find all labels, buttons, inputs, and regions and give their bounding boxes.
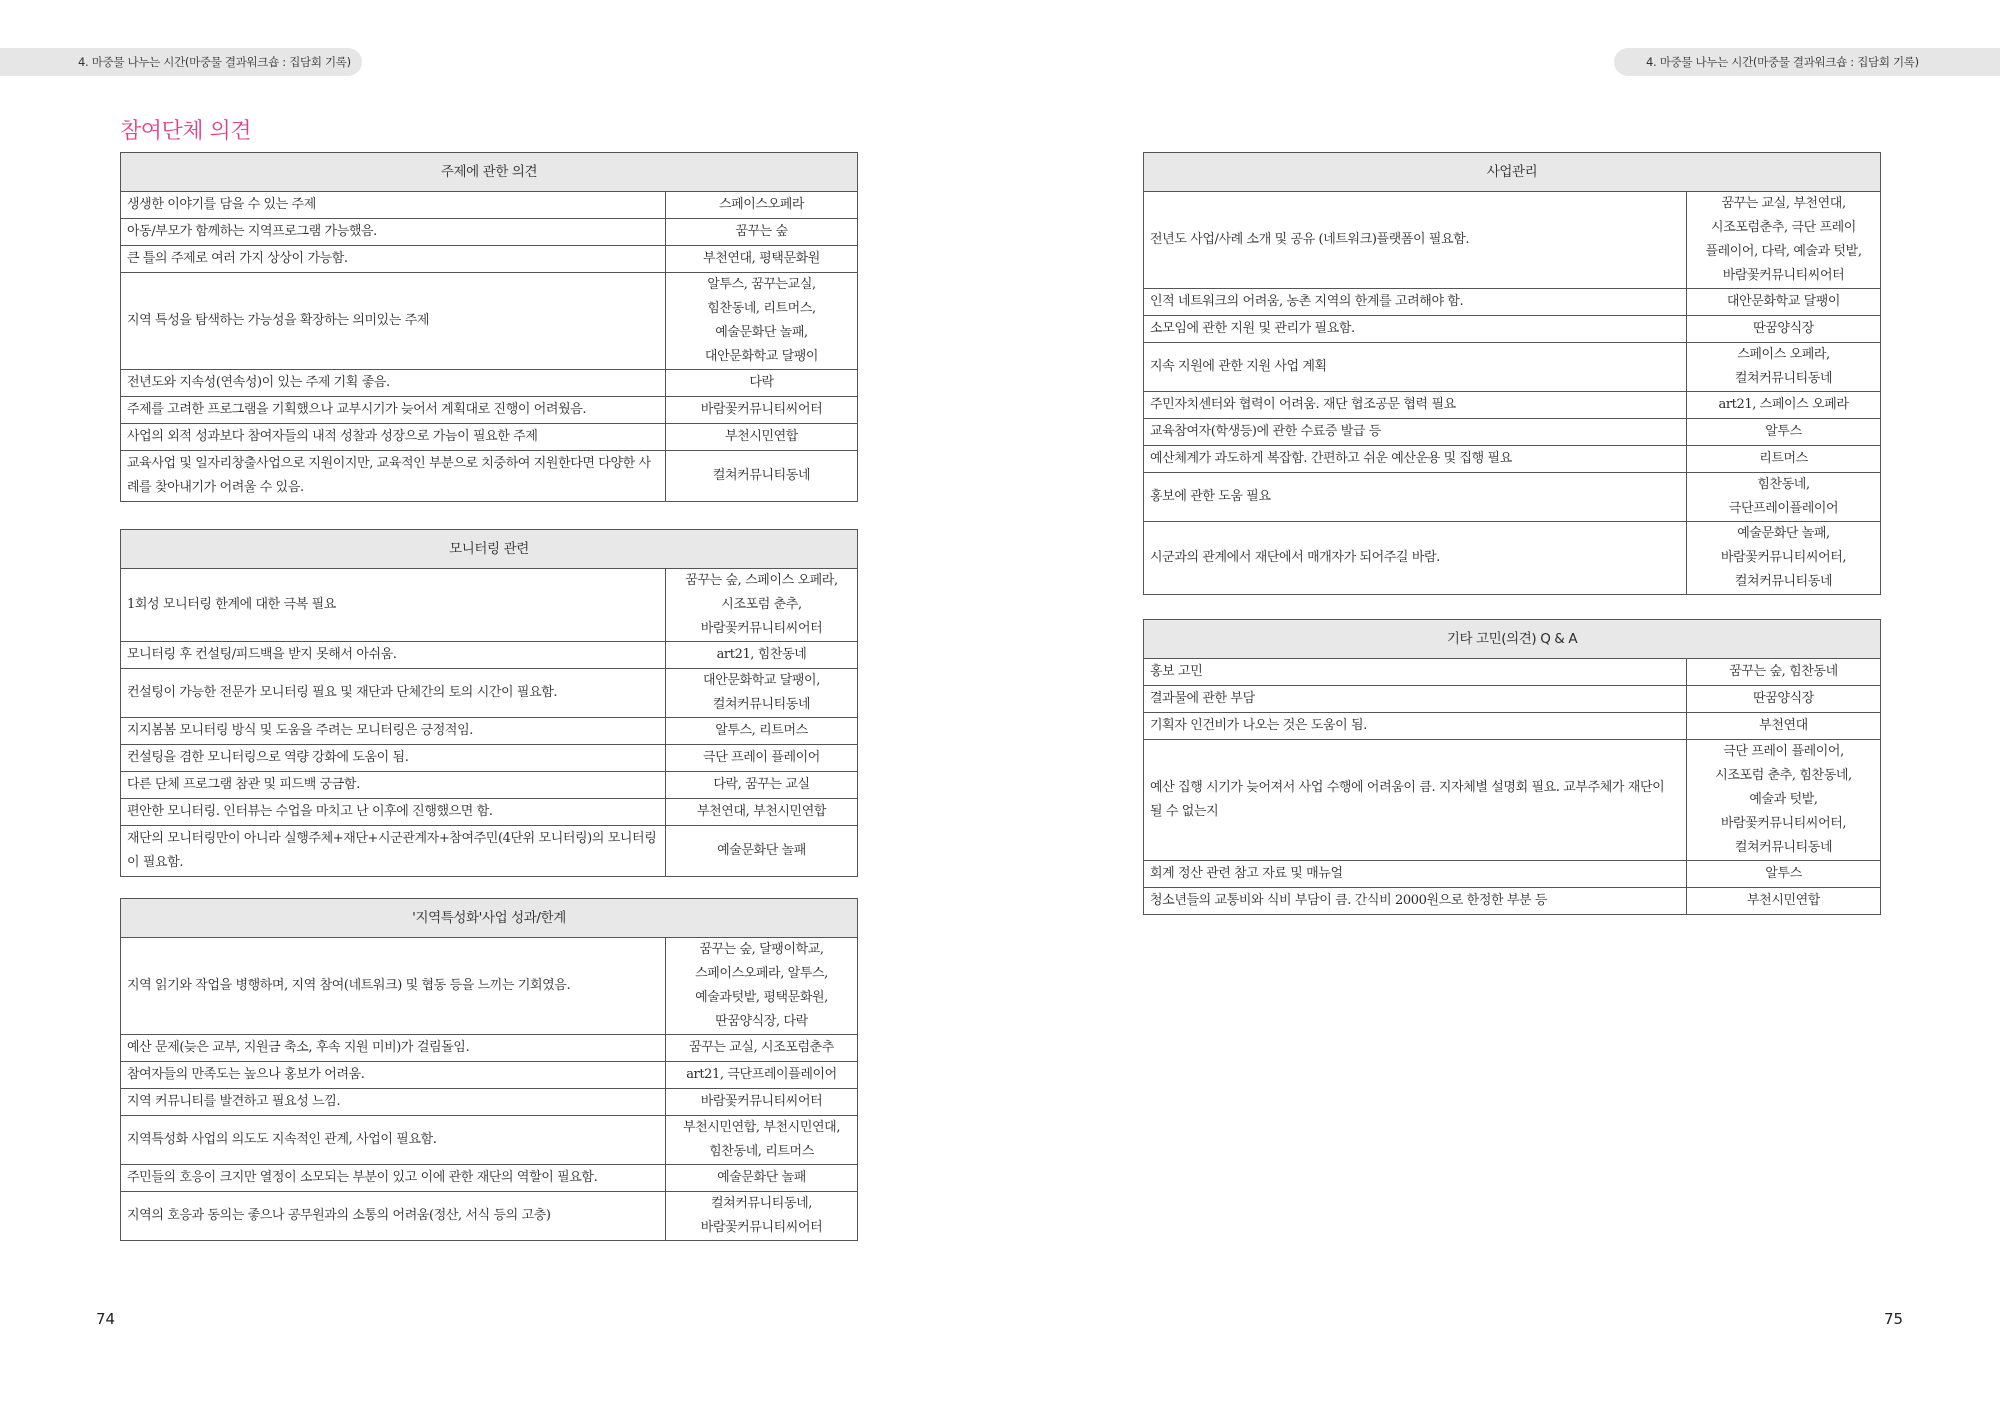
organization-cell: 꿈꾸는 교실, 부천연대, 시조포럼춘추, 극단 프레이 플레이어, 다락, 예술과 텃밭, 바람꽃커뮤니티씨어터: [1687, 192, 1881, 289]
opinion-cell: 생생한 이야기를 담을 수 있는 주제: [121, 192, 666, 219]
opinion-cell: 소모임에 관한 지원 및 관리가 필요함.: [1144, 316, 1687, 343]
table-row: [1144, 473, 1881, 522]
opinion-cell: 다른 단체 프로그램 참관 및 피드백 궁금함.: [121, 772, 666, 799]
organization-cell: art21, 극단프레이플레이어: [666, 1062, 858, 1089]
opinion-cell: 인적 네트워크의 어려움, 농촌 지역의 한계를 고려해야 함.: [1144, 289, 1687, 316]
organization-cell: 스페이스 오페라, 컬쳐커뮤니티동네: [1687, 343, 1881, 392]
table-row: [121, 1062, 858, 1089]
table-row: [121, 1165, 858, 1192]
organization-cell: art21, 힘찬동네: [666, 642, 858, 669]
table-row: [121, 397, 858, 424]
organization-cell: 꿈꾸는 숲: [666, 219, 858, 246]
organization-cell: 알투스: [1687, 419, 1881, 446]
opinion-cell: 사업의 외적 성과보다 참여자들의 내적 성찰과 성장으로 가늠이 필요한 주제: [121, 424, 666, 451]
opinion-cell: 교육참여자(학생등)에 관한 수료증 발급 등: [1144, 419, 1687, 446]
organization-cell: 부천연대, 부천시민연합: [666, 799, 858, 826]
opinion-cell: 예산 문제(늦은 교부, 지원금 축소, 후속 지원 미비)가 걸림돌임.: [121, 1035, 666, 1062]
organization-cell: 꿈꾸는 숲, 스페이스 오페라, 시조포럼 춘추, 바람꽃커뮤니티씨어터: [666, 569, 858, 642]
organization-cell: 예술문화단 놀패, 바람꽃커뮤니티씨어터, 컬쳐커뮤니티동네: [1687, 522, 1881, 595]
table-row: [121, 1035, 858, 1062]
organization-cell: 대안문화학교 달팽이: [1687, 289, 1881, 316]
opinion-cell: 회계 정산 관련 참고 자료 및 매뉴얼: [1144, 861, 1687, 888]
regional-outcomes-table: [120, 898, 858, 1241]
organization-cell: 극단 프레이 플레이어: [666, 745, 858, 772]
opinion-cell: 교육사업 및 일자리창출사업으로 지원이지만, 교육적인 부분으로 치중하여 지원한다면 다양한 사례를 찾아내기가 어려울 수 있음.: [121, 451, 666, 502]
organization-cell: art21, 스페이스 오페라: [1687, 392, 1881, 419]
opinion-cell: 주제를 고려한 프로그램을 기획했으나 교부시기가 늦어서 계획대로 진행이 어려웠음.: [121, 397, 666, 424]
opinion-cell: 지역특성화 사업의 의도도 지속적인 관계, 사업이 필요함.: [121, 1116, 666, 1165]
table-row: [121, 826, 858, 877]
organization-cell: 대안문화학교 달팽이, 컬쳐커뮤니티동네: [666, 669, 858, 718]
organization-cell: 딴꿈양식장: [1687, 316, 1881, 343]
table-row: [1144, 713, 1881, 740]
organization-cell: 꿈꾸는 숲, 달팽이학교, 스페이스오페라, 알투스, 예술과텃밭, 평택문화원, 딴꿈양식장, 다락: [666, 938, 858, 1035]
opinion-cell: 지지봄봄 모니터링 방식 및 도움을 주려는 모니터링은 긍정적임.: [121, 718, 666, 745]
opinion-cell: 지속 지원에 관한 지원 사업 계획: [1144, 343, 1687, 392]
opinion-cell: 지역 커뮤니티를 발견하고 필요성 느낌.: [121, 1089, 666, 1116]
opinion-cell: 시군과의 관계에서 재단에서 매개자가 되어주길 바람.: [1144, 522, 1687, 595]
organization-cell: 부천시민연합: [666, 424, 858, 451]
organization-cell: 부천시민연합: [1687, 888, 1881, 915]
organization-cell: 알투스: [1687, 861, 1881, 888]
organization-cell: 극단 프레이 플레이어, 시조포럼 춘추, 힘찬동네, 예술과 텃밭, 바람꽃커뮤니티씨어터, 컬쳐커뮤니티동네: [1687, 740, 1881, 861]
table-row: [121, 273, 858, 370]
table-row: [121, 1192, 858, 1241]
table-heading: 모니터링 관련: [121, 530, 858, 569]
organization-cell: 바람꽃커뮤니티씨어터: [666, 1089, 858, 1116]
table-row: [121, 642, 858, 669]
section-title: 참여단체 의견: [120, 119, 252, 144]
table-row: [121, 799, 858, 826]
organization-cell: 알투스, 리트머스: [666, 718, 858, 745]
table-row: [121, 370, 858, 397]
table-row: [1144, 861, 1881, 888]
table-heading: 기타 고민(의견) Q & A: [1144, 620, 1881, 659]
monitoring-table: [120, 529, 858, 877]
opinion-cell: 큰 틀의 주제로 여러 가지 상상이 가능함.: [121, 246, 666, 273]
table-row: [121, 718, 858, 745]
organization-cell: 꿈꾸는 교실, 시조포럼춘추: [666, 1035, 858, 1062]
table-row: [1144, 192, 1881, 289]
table-row: [121, 938, 858, 1035]
organization-cell: 딴꿈양식장: [1687, 686, 1881, 713]
table-heading: '지역특성화'사업 성과/한계: [121, 899, 858, 938]
opinion-cell: 컨설팅이 가능한 전문가 모니터링 필요 및 재단과 단체간의 토의 시간이 필요함.: [121, 669, 666, 718]
organization-cell: 꿈꾸는 숲, 힘찬동네: [1687, 659, 1881, 686]
table-row: [1144, 659, 1881, 686]
organization-cell: 바람꽃커뮤니티씨어터: [666, 397, 858, 424]
table-row: [121, 451, 858, 502]
organization-cell: 힘찬동네, 극단프레이플레이어: [1687, 473, 1881, 522]
table-row: [1144, 888, 1881, 915]
table-row: [121, 246, 858, 273]
table-row: [1144, 446, 1881, 473]
organization-cell: 리트머스: [1687, 446, 1881, 473]
opinion-cell: 재단의 모니터링만이 아니라 실행주체+재단+시군관계자+참여주민(4단위 모니터링)의 모니터링이 필요함.: [121, 826, 666, 877]
opinion-cell: 전년도 사업/사례 소개 및 공유 (네트워크)플랫폼이 필요함.: [1144, 192, 1687, 289]
organization-cell: 스페이스오페라: [666, 192, 858, 219]
table-row: [1144, 316, 1881, 343]
table-row: [1144, 419, 1881, 446]
organization-cell: 부천시민연합, 부천시민연대, 힘찬동네, 리트머스: [666, 1116, 858, 1165]
table-row: [121, 569, 858, 642]
opinion-cell: 전년도와 지속성(연속성)이 있는 주제 기획 좋음.: [121, 370, 666, 397]
opinion-cell: 주민자치센터와 협력이 어려움. 재단 협조공문 협력 필요: [1144, 392, 1687, 419]
topic-opinions-table: [120, 152, 858, 502]
table-row: [121, 669, 858, 718]
organization-cell: 다락, 꿈꾸는 교실: [666, 772, 858, 799]
opinion-cell: 1회성 모니터링 한계에 대한 극복 필요: [121, 569, 666, 642]
organization-cell: 부천연대: [1687, 713, 1881, 740]
opinion-cell: 결과물에 관한 부담: [1144, 686, 1687, 713]
table-row: [1144, 740, 1881, 861]
table-heading: 사업관리: [1144, 153, 1881, 192]
running-header-left: 4. 마중물 나누는 시간(마중물 결과워크숍 : 집담회 기록): [0, 48, 362, 76]
organization-cell: 예술문화단 놀패: [666, 1165, 858, 1192]
page-number-right: 75: [1884, 1310, 1904, 1328]
table-heading: 주제에 관한 의견: [121, 153, 858, 192]
opinion-cell: 지역 읽기와 작업을 병행하며, 지역 참여(네트워크) 및 협동 등을 느끼는 기회였음.: [121, 938, 666, 1035]
table-row: [121, 219, 858, 246]
organization-cell: 컬쳐커뮤니티동네, 바람꽃커뮤니티씨어터: [666, 1192, 858, 1241]
organization-cell: 컬쳐커뮤니티동네: [666, 451, 858, 502]
opinion-cell: 홍보 고민: [1144, 659, 1687, 686]
table-row: [1144, 522, 1881, 595]
organization-cell: 예술문화단 놀패: [666, 826, 858, 877]
opinion-cell: 주민들의 호응이 크지만 열정이 소모되는 부분이 있고 이에 관한 재단의 역할이 필요함.: [121, 1165, 666, 1192]
opinion-cell: 편안한 모니터링. 인터뷰는 수업을 마치고 난 이후에 진행했으면 함.: [121, 799, 666, 826]
table-row: [1144, 392, 1881, 419]
organization-cell: 다락: [666, 370, 858, 397]
opinion-cell: 모니터링 후 컨설팅/피드백을 받지 못해서 아쉬움.: [121, 642, 666, 669]
opinion-cell: 청소년들의 교통비와 식비 부담이 큼. 간식비 2000원으로 한정한 부분 등: [1144, 888, 1687, 915]
opinion-cell: 기획자 인건비가 나오는 것은 도움이 됨.: [1144, 713, 1687, 740]
opinion-cell: 컨설팅을 겸한 모니터링으로 역량 강화에 도움이 됨.: [121, 745, 666, 772]
running-header-right: 4. 마중물 나누는 시간(마중물 결과워크숍 : 집담회 기록): [1614, 48, 2000, 76]
opinion-cell: 홍보에 관한 도움 필요: [1144, 473, 1687, 522]
table-row: [121, 1089, 858, 1116]
organization-cell: 알투스, 꿈꾸는교실, 힘찬동네, 리트머스, 예술문화단 놀패, 대안문화학교 달팽이: [666, 273, 858, 370]
opinion-cell: 참여자들의 만족도는 높으나 홍보가 어려움.: [121, 1062, 666, 1089]
table-row: [1144, 289, 1881, 316]
opinion-cell: 아동/부모가 함께하는 지역프로그램 가능했음.: [121, 219, 666, 246]
opinion-cell: 지역의 호응과 동의는 좋으나 공무원과의 소통의 어려움(정산, 서식 등의 고충): [121, 1192, 666, 1241]
table-row: [1144, 686, 1881, 713]
table-row: [121, 424, 858, 451]
table-row: [121, 772, 858, 799]
other-concerns-qa-table: [1143, 619, 1881, 915]
table-row: [121, 1116, 858, 1165]
page-number-left: 74: [96, 1310, 116, 1328]
table-row: [121, 192, 858, 219]
opinion-cell: 지역 특성을 탐색하는 가능성을 확장하는 의미있는 주제: [121, 273, 666, 370]
opinion-cell: 예산체계가 과도하게 복잡함. 간편하고 쉬운 예산운용 및 집행 필요: [1144, 446, 1687, 473]
opinion-cell: 예산 집행 시기가 늦어져서 사업 수행에 어려움이 큼. 지자체별 설명회 필요. 교부주체가 재단이 될 수 없는지: [1144, 740, 1687, 861]
project-management-table: [1143, 152, 1881, 595]
organization-cell: 부천연대, 평택문화원: [666, 246, 858, 273]
table-row: [1144, 343, 1881, 392]
table-row: [121, 745, 858, 772]
